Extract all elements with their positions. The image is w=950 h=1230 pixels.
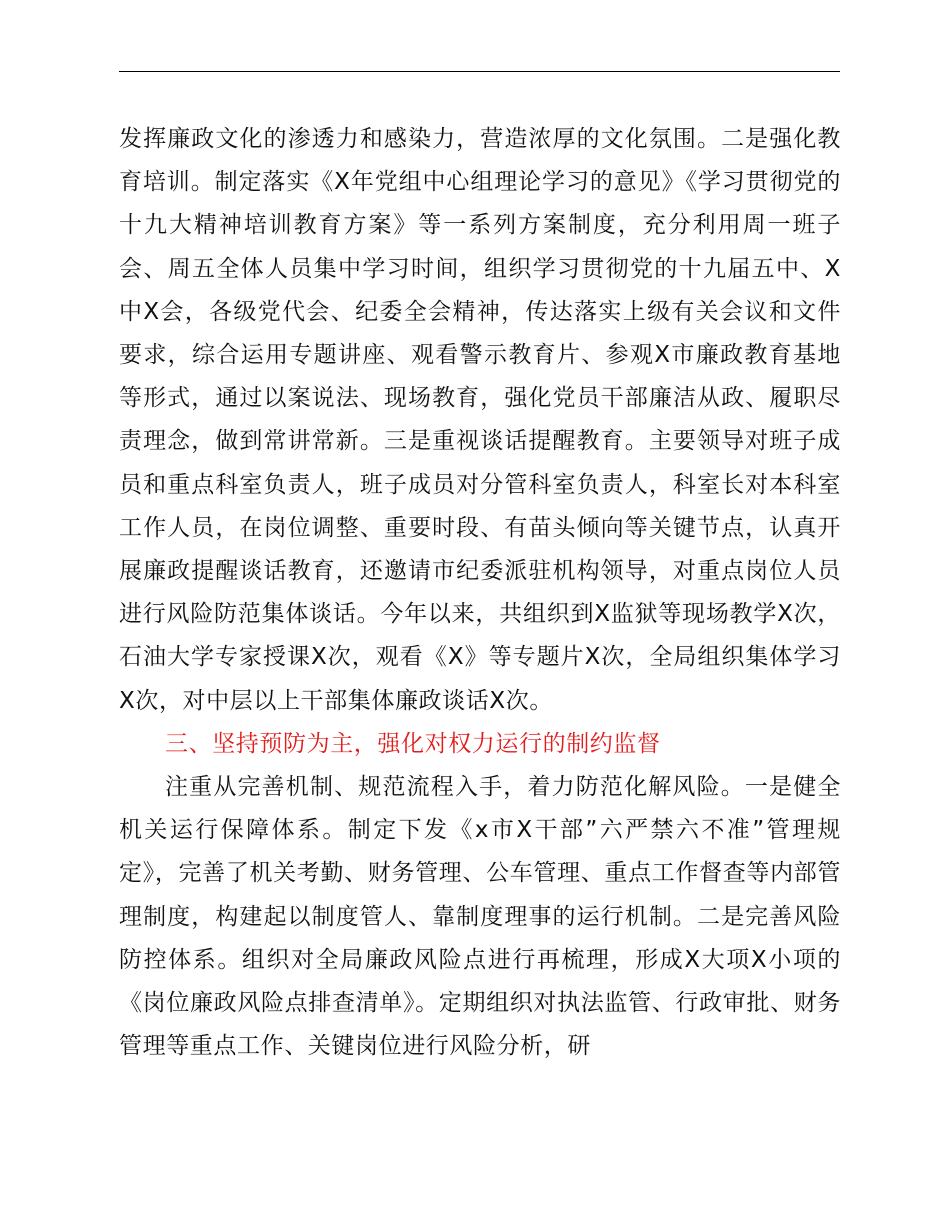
section-heading-three: 三、坚持预防为主，强化对权力运行的制约监督 — [165, 730, 661, 757]
header-rule — [119, 71, 840, 72]
document-body — [119, 118, 841, 1068]
paragraph-prevention: 注重从完善机制、规范流程入手，着力防范化解风险。一是健全机关运行保障体系。制定下发《x市X干部”六严禁六不准”管理规定》，完善了机关考勤、财务管理、公车管理、重点工作督查等内部管理制度，构建起以制度管人、靠制度理事的运行机制。二是完善风险防控体系。组织对全局廉政风险点进行再梳理，形成X大项X小项的《岗位廉政风险点排查清单》。定期组织对执法监管、行政审批、财务管理等重点工作、关键岗位进行风险分析，研 — [119, 774, 841, 1060]
paragraph-education: 发挥廉政文化的渗透力和感染力，营造浓厚的文化氛围。二是强化教育培训。制定落实《X年党组中心组理论学习的意见》《学习贯彻党的十九大精神培训教育方案》等一系列方案制度，充分利用周一班子会、周五全体人员集中学习时间，组织学习贯彻党的十九届五中、X中X会，各级党代会、纪委全会精神，传达落实上级有关会议和文件要求，综合运用专题讲座、观看警示教育片、参观X市廉政教育基地等形式，通过以案说法、现场教育，强化党员干部廉洁从政、履职尽责理念，做到常讲常新。三是重视谈话提醒教育。主要领导对班子成员和重点科室负责人，班子成员对分管科室负责人，科室长对本科室工作人员，在岗位调整、重要时段、有苗头倾向等关键节点，认真开展廉政提醒谈话教育，还邀请市纪委派驻机构领导，对重点岗位人员进行风险防范集体谈话。今年以来，共组织到X监狱等现场教学X次，石油大学专家授课X次，观看《X》等专题片X次，全局组织集体学习X次，对中层以上干部集体廉政谈话X次。 — [119, 126, 841, 714]
